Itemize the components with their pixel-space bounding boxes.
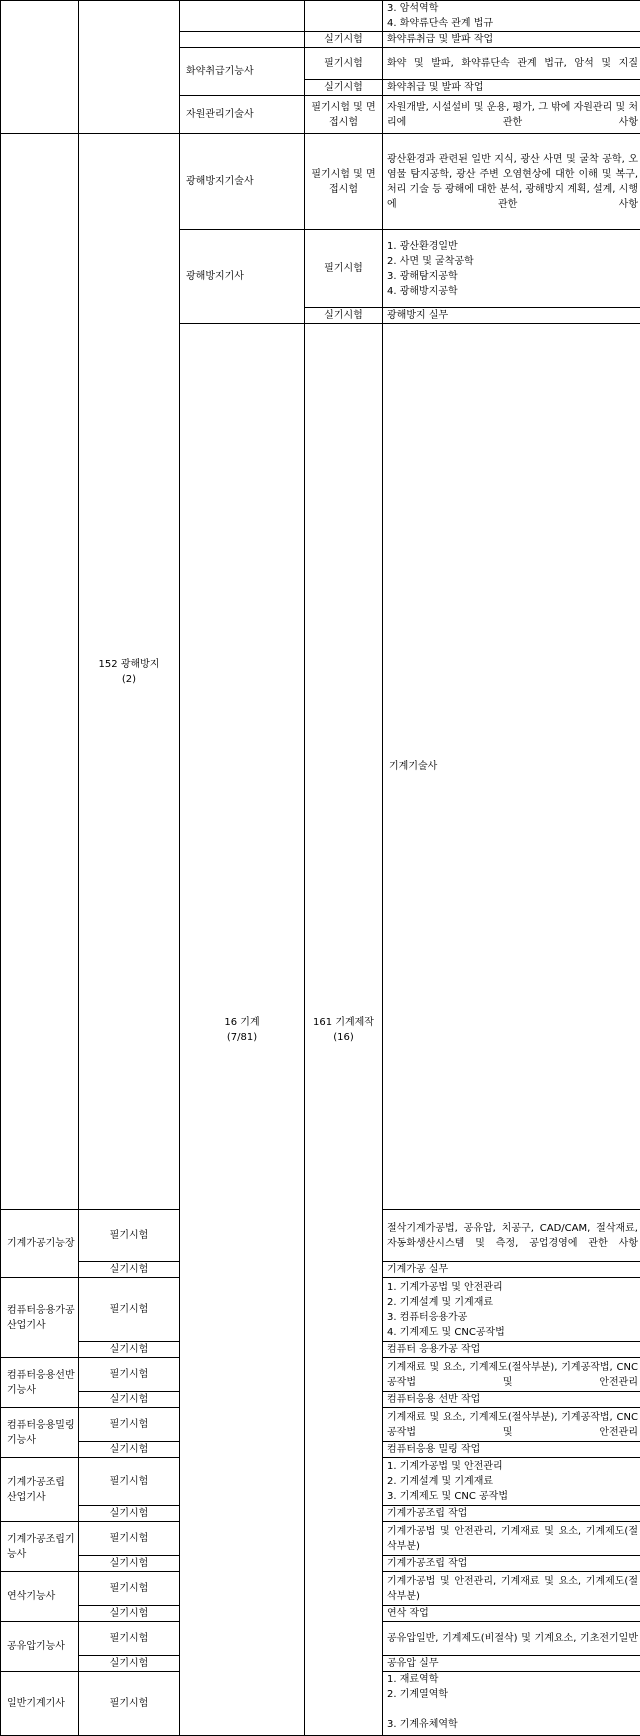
method-cell: 필기시험 — [79, 1458, 180, 1506]
content-text: 공유압일반, 기계제도(비절삭) 및 기계요소, 기초전기일반 — [387, 1631, 638, 1646]
field-count: (7/81) — [182, 1030, 302, 1045]
field-cell-empty — [1, 134, 79, 1210]
subject-line: 1. 기계가공법 및 안전관리 — [387, 1459, 638, 1474]
category-cell — [305, 324, 383, 1736]
subject-line: 2. 기계열역학 — [387, 1687, 638, 1702]
content-cell: 컴퓨터 응용가공 작업 — [383, 1342, 640, 1358]
category-name: 152 광해방지 — [81, 657, 177, 672]
method-cell: 실기시험 — [305, 32, 383, 48]
qualification-name: 기계기술사 — [383, 324, 640, 1210]
subject-line: 2. 기계설계 및 기계재료 — [387, 1295, 638, 1310]
content-cell — [383, 1672, 640, 1736]
content-cell — [383, 96, 640, 134]
content-cell — [383, 1408, 640, 1442]
subject-line: 1. 재료역학 — [387, 1672, 638, 1687]
method-cell: 실기시험 — [79, 1262, 180, 1278]
method-cell: 실기시험 — [79, 1506, 180, 1522]
method-cell: 필기시험 — [79, 1210, 180, 1262]
qualification-name: 기계가공기능장 — [1, 1210, 79, 1278]
content-text: 기계재료 및 요소, 기계제도(절삭부분), 기계공작법, CNC공작법 및 안전관리 — [387, 1410, 638, 1440]
method-cell: 실기시험 — [79, 1656, 180, 1672]
method-cell: 필기시험 — [79, 1622, 180, 1656]
subject-line: 3. 기계제도 및 CNC 공작법 — [387, 1489, 638, 1504]
method-cell: 필기시험 — [79, 1572, 180, 1606]
content-cell — [383, 134, 640, 230]
subject-line: 4. 광해방지공학 — [387, 284, 638, 299]
content-cell — [383, 1358, 640, 1392]
qualification-name: 광해방지기술사 — [180, 134, 305, 230]
method-cell: 필기시험 및 면접시험 — [305, 134, 383, 230]
subject-line: 1. 광산환경일반 — [387, 239, 638, 254]
subject-line: 2. 기계설계 및 기계재료 — [387, 1474, 638, 1489]
method-cell: 필기시험 — [79, 1408, 180, 1442]
qualification-name: 광해방지기사 — [180, 230, 305, 324]
content-line: 4. 화약류단속 관계 법규 — [387, 16, 638, 31]
field-name: 16 기계 — [182, 1015, 302, 1030]
qualification-name: 컴퓨터응용가공 산업기사 — [1, 1278, 79, 1358]
field-cell-empty — [1, 1, 79, 134]
content-text: 기계가공법 및 안전관리, 기계재료 및 요소, 기계제도(절삭부분) — [387, 1574, 638, 1604]
method-cell: 실기시험 — [305, 80, 383, 96]
content-cell: 컴퓨터응용 밀링 작업 — [383, 1442, 640, 1458]
content-cell: 기계가공 실무 — [383, 1262, 640, 1278]
qualification-name: 일반기계기사 — [1, 1672, 79, 1736]
content-cell: 기계가공조립 작업 — [383, 1506, 640, 1522]
content-cell: 공유압 실무 — [383, 1656, 640, 1672]
qualification-name: 공유압기능사 — [1, 1622, 79, 1672]
content-text: 광산환경과 관련된 일반 지식, 광산 사면 및 굴착 공학, 오염물 탐지공학, 광산 주변 오염현상에 대한 이해 및 복구, 처리 기술 등 광해에 대한 분석, 광해방지 계획, 설계, 시행에 관한 사항 — [387, 152, 638, 212]
subject-line: 1. 기계가공법 및 안전관리 — [387, 1280, 638, 1295]
method-cell-empty — [305, 1, 383, 32]
qualification-name: 자원관리기술사 — [180, 96, 305, 134]
qualification-cell-empty — [180, 32, 305, 48]
content-text: 기계가공법 및 안전관리, 기계재료 및 요소, 기계제도(절삭부분) — [387, 1524, 638, 1554]
content-cell — [383, 1522, 640, 1556]
content-cell: 화약취급 및 발파 작업 — [383, 80, 640, 96]
content-line: 3. 암석역학 — [387, 1, 638, 16]
method-cell: 실기시험 — [79, 1556, 180, 1572]
subject-line: 4. 기계제도 및 CNC공작법 — [387, 1325, 638, 1340]
content-cell — [383, 1458, 640, 1506]
content-cell — [383, 1278, 640, 1342]
qualification-name: 컴퓨터응용밀링 기능사 — [1, 1408, 79, 1458]
content-cell — [383, 1, 640, 32]
method-cell: 필기시험 — [305, 48, 383, 80]
content-text: 기계재료 및 요소, 기계제도(절삭부분), 기계공작법, CNC공작법 및 안전관리 — [387, 1360, 638, 1390]
category-count: (2) — [81, 672, 177, 687]
category-name: 161 기계제작 — [307, 1015, 380, 1030]
content-cell — [383, 48, 640, 80]
subject-line: 3. 컴퓨터응용가공 — [387, 1310, 638, 1325]
qualification-cell-empty — [180, 1, 305, 32]
content-text: 절삭기계가공법, 공유압, 치공구, CAD/CAM, 절삭재료, 자동화생산시스템 및 측정, 공업경영에 관한 사항 — [387, 1221, 638, 1251]
content-cell — [383, 1572, 640, 1606]
qualification-name: 컴퓨터응용선반 기능사 — [1, 1358, 79, 1408]
method-cell: 실기시험 — [79, 1392, 180, 1408]
method-cell: 필기시험 및 면접시험 — [305, 96, 383, 134]
qualification-name: 연삭기능사 — [1, 1572, 79, 1622]
content-cell — [383, 1622, 640, 1656]
category-cell — [79, 134, 180, 1210]
content-cell — [383, 1210, 640, 1262]
category-count: (16) — [307, 1030, 380, 1045]
method-cell: 필기시험 — [79, 1672, 180, 1736]
content-cell: 화약류취급 및 발파 작업 — [383, 32, 640, 48]
subject-line: 2. 사면 및 굴착공학 — [387, 254, 638, 269]
content-cell: 연삭 작업 — [383, 1606, 640, 1622]
method-cell: 실기시험 — [79, 1442, 180, 1458]
subject-line: 3. 광해탐지공학 — [387, 269, 638, 284]
qualification-name: 화약취급기능사 — [180, 48, 305, 96]
category-cell-empty — [79, 1, 180, 134]
content-text: 자원개발, 시설설비 및 운용, 평가, 그 밖에 자원관리 및 처리에 관한 사항 — [387, 100, 638, 130]
subject-line: 3. 기계유체역학 — [387, 1717, 638, 1732]
method-cell: 필기시험 — [79, 1278, 180, 1342]
method-cell: 필기시험 — [79, 1358, 180, 1392]
method-cell: 실기시험 — [79, 1342, 180, 1358]
qualification-name: 기계가공조립 산업기사 — [1, 1458, 79, 1522]
content-text: 화약 및 발파, 화약류단속 관계 법규, 암석 및 지질 — [387, 56, 638, 71]
method-cell: 필기시험 — [79, 1522, 180, 1556]
content-cell: 광해방지 실무 — [383, 308, 640, 324]
method-cell: 필기시험 — [305, 230, 383, 308]
method-cell: 실기시험 — [79, 1606, 180, 1622]
content-cell: 기계가공조립 작업 — [383, 1556, 640, 1572]
content-cell: 컴퓨터응용 선반 작업 — [383, 1392, 640, 1408]
method-cell: 실기시험 — [305, 308, 383, 324]
content-cell — [383, 230, 640, 308]
field-cell — [180, 324, 305, 1736]
qualification-name: 기계가공조립기능사 — [1, 1522, 79, 1572]
